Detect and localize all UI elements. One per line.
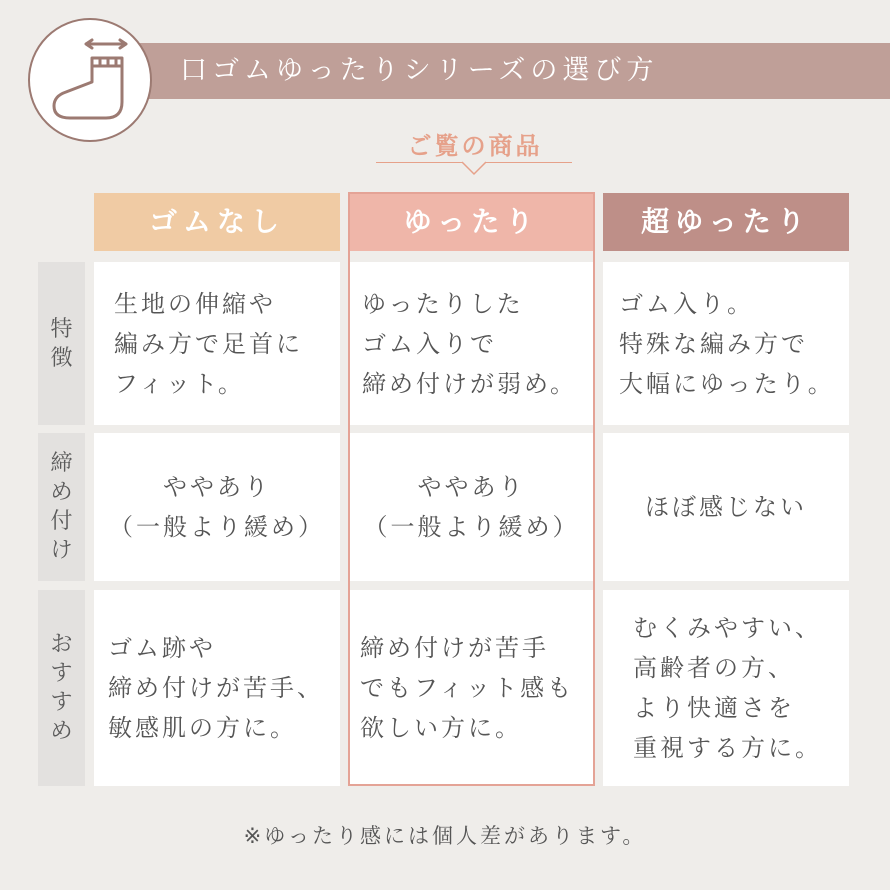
row-label-text: おすすめ: [50, 632, 73, 744]
cell-features-no-elastic: 生地の伸縮や 編み方で足首に フィット。: [94, 262, 340, 425]
column-header-relaxed: ゆったり: [348, 193, 595, 251]
row-label-recommended: [38, 590, 85, 786]
pointer-notch-icon: [460, 161, 488, 177]
cell-features-relaxed: ゆったりした ゴム入りで 締め付けが弱め。: [348, 262, 595, 425]
logo-badge: [28, 18, 152, 142]
row-label-text: 締め付け: [50, 451, 73, 563]
column-header-no-elastic: ゴムなし: [94, 193, 340, 251]
cell-tightness-no-elastic: ややあり （一般より緩め）: [94, 433, 340, 581]
header-banner: [70, 43, 890, 99]
cell-tightness-relaxed: ややあり （一般より緩め）: [348, 433, 595, 581]
column-header-extra-relaxed: 超ゆったり: [603, 193, 849, 251]
row-label-tightness: [38, 433, 85, 581]
cell-recommended-relaxed: 締め付けが苦手 でもフィット感も 欲しい方に。: [348, 590, 595, 786]
cell-features-extra-relaxed: ゴム入り。 特殊な編み方で 大幅にゆったり。: [603, 262, 849, 425]
footnote: ※ゆったり感には個人差があります。: [243, 824, 647, 848]
cell-recommended-extra-relaxed: むくみやすい、 高齢者の方、 より快適さを 重視する方に。: [603, 590, 849, 786]
cell-recommended-no-elastic: ゴム跡や 締め付けが苦手、 敏感肌の方に。: [94, 590, 340, 786]
cell-tightness-extra-relaxed: ほぼ感じない: [603, 433, 849, 581]
sock-width-icon: [30, 20, 150, 140]
row-label-features: [38, 262, 85, 425]
page-title: 口ゴムゆったりシリーズの選び方: [180, 55, 659, 86]
current-product-label: ご覧の商品: [407, 132, 543, 160]
row-label-text: 特徴: [50, 316, 73, 371]
